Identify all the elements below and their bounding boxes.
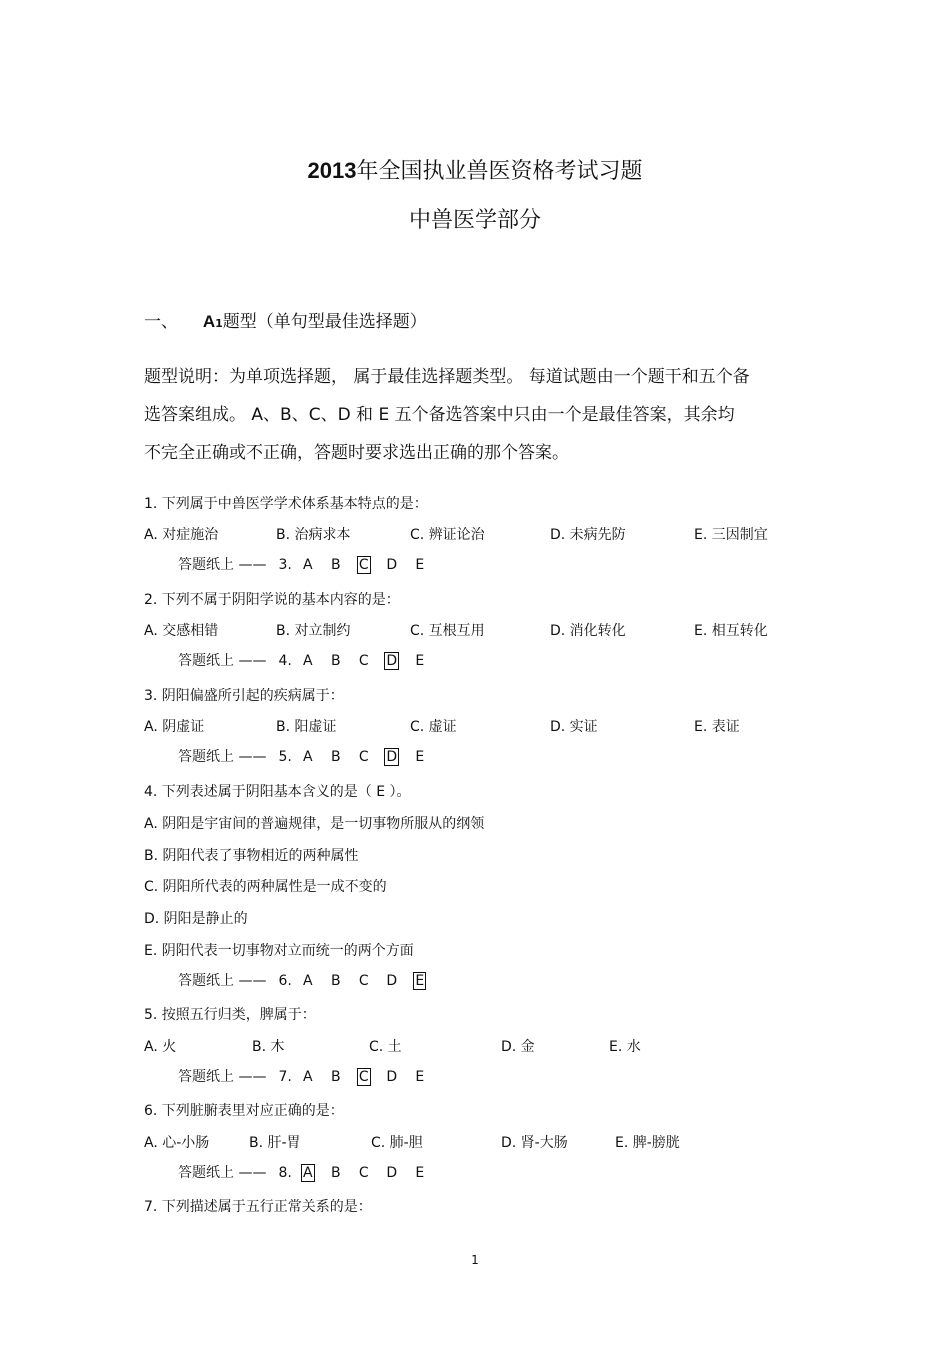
option: D. 金 bbox=[501, 1039, 535, 1055]
option: B. 木 bbox=[252, 1039, 285, 1055]
title-text: 年全国执业兽医资格考试习题 bbox=[356, 159, 643, 184]
answer-label: 答题纸上 —— bbox=[178, 973, 267, 989]
option: B. 阴阳代表了事物相近的两种属性 bbox=[144, 848, 359, 864]
document-subtitle: 中兽医学部分 bbox=[408, 208, 541, 233]
answer-letter: B bbox=[331, 557, 341, 573]
answer-letter: E bbox=[415, 557, 425, 573]
option: A. 对症施治 bbox=[144, 527, 219, 543]
section-heading bbox=[144, 307, 427, 332]
answer-line bbox=[178, 650, 434, 670]
question-stem: 7. 下列描述属于五行正常关系的是： bbox=[144, 1199, 372, 1215]
answer-line bbox=[178, 1066, 434, 1086]
answer-label: 答题纸上 —— bbox=[178, 1165, 267, 1181]
option: C. 土 bbox=[369, 1039, 402, 1055]
title-year: 2013 bbox=[307, 158, 357, 183]
answer-letter: E bbox=[415, 1165, 425, 1181]
description-line: 题型说明：为单项选择题， 属于最佳选择题类型。 每道试题由一个题干和五个备 bbox=[144, 367, 750, 387]
answer-label: 答题纸上 —— bbox=[178, 557, 267, 573]
option: E. 表证 bbox=[694, 719, 740, 735]
answer-letter-selected: C bbox=[358, 1069, 369, 1085]
question-stem: 3. 阴阳偏盛所引起的疾病属于： bbox=[144, 688, 344, 704]
answer-letter: E bbox=[415, 653, 425, 669]
answer-line bbox=[178, 554, 434, 574]
answer-letter: D bbox=[386, 1165, 398, 1181]
option: B. 治病求本 bbox=[276, 527, 351, 543]
answer-label: 答题纸上 —— bbox=[178, 749, 267, 765]
option: D. 消化转化 bbox=[550, 623, 626, 639]
option: A. 心-小肠 bbox=[144, 1135, 210, 1151]
answer-number: 8. bbox=[278, 1165, 292, 1181]
answer-number: 5. bbox=[278, 749, 292, 765]
description-line: 选答案组成。 A、B、C、D 和 E 五个备选答案中只由一个是最佳答案，其余均 bbox=[144, 405, 735, 425]
answer-letter: B bbox=[331, 749, 341, 765]
description-line: 不完全正确或不正确，答题时要求选出正确的那个答案。 bbox=[144, 443, 569, 463]
answer-letter: A bbox=[303, 557, 313, 573]
answer-letter: E bbox=[415, 749, 425, 765]
option: B. 阳虚证 bbox=[276, 719, 337, 735]
answer-letter: A bbox=[303, 1069, 313, 1085]
answer-number: 7. bbox=[278, 1069, 292, 1085]
answer-letter: D bbox=[386, 557, 398, 573]
section-type-sub: 1 bbox=[215, 317, 223, 330]
answer-letter: C bbox=[358, 749, 369, 765]
option: B. 对立制约 bbox=[276, 623, 351, 639]
question-stem: 2. 下列不属于阴阳学说的基本内容的是： bbox=[144, 592, 400, 608]
option: E. 阴阳代表一切事物对立而统一的两个方面 bbox=[144, 943, 414, 959]
answer-letter: A bbox=[303, 973, 313, 989]
option: A. 交感相错 bbox=[144, 623, 219, 639]
question-stem: 5. 按照五行归类，脾属于： bbox=[144, 1007, 316, 1023]
page-number: 1 bbox=[471, 1253, 479, 1267]
answer-line bbox=[178, 746, 434, 766]
option: E. 水 bbox=[609, 1039, 641, 1055]
question-stem: 1. 下列属于中兽医学学术体系基本特点的是： bbox=[144, 496, 428, 512]
answer-letter: B bbox=[331, 1165, 341, 1181]
answer-number: 3. bbox=[278, 557, 292, 573]
answer-line bbox=[178, 970, 434, 990]
answer-line bbox=[178, 1162, 434, 1182]
option: C. 肺-胆 bbox=[371, 1135, 423, 1151]
answer-letter: C bbox=[358, 973, 369, 989]
answer-letter: B bbox=[331, 653, 341, 669]
option: E. 脾-膀胱 bbox=[615, 1135, 680, 1151]
option: E. 三因制宜 bbox=[694, 527, 768, 543]
option: B. 肝-胃 bbox=[249, 1135, 301, 1151]
option: C. 辨证论治 bbox=[410, 527, 485, 543]
answer-letter: B bbox=[331, 973, 341, 989]
option: D. 未病先防 bbox=[550, 527, 626, 543]
option: E. 相互转化 bbox=[694, 623, 768, 639]
answer-letter-selected: D bbox=[386, 653, 398, 669]
answer-letter: B bbox=[331, 1069, 341, 1085]
section-type-main: A bbox=[202, 312, 216, 331]
option: A. 火 bbox=[144, 1039, 177, 1055]
option: D. 阴阳是静止的 bbox=[144, 911, 248, 927]
option: A. 阴阳是宇宙间的普遍规律，是一切事物所服从的纲领 bbox=[144, 816, 485, 832]
answer-letter: A bbox=[303, 749, 313, 765]
question-stem: 4. 下列表述属于阴阳基本含义的是（ E ）。 bbox=[144, 784, 411, 800]
section-type-rest: 题型（单句型最佳选择题） bbox=[222, 312, 427, 332]
option: D. 实证 bbox=[550, 719, 598, 735]
option: C. 互根互用 bbox=[410, 623, 485, 639]
answer-number: 6. bbox=[278, 973, 292, 989]
answer-letter: C bbox=[358, 653, 369, 669]
answer-letter-selected: E bbox=[415, 973, 425, 989]
answer-label: 答题纸上 —— bbox=[178, 653, 267, 669]
answer-letter-selected: D bbox=[386, 749, 398, 765]
option: C. 阴阳所代表的两种属性是一成不变的 bbox=[144, 879, 387, 895]
document-title bbox=[0, 154, 950, 185]
answer-letter: A bbox=[303, 653, 313, 669]
answer-letter-selected: A bbox=[303, 1165, 313, 1181]
answer-label: 答题纸上 —— bbox=[178, 1069, 267, 1085]
section-index: 一、 bbox=[144, 312, 178, 332]
option: D. 肾-大肠 bbox=[501, 1135, 568, 1151]
answer-letter: D bbox=[386, 1069, 398, 1085]
answer-letter: E bbox=[415, 1069, 425, 1085]
question-stem: 6. 下列脏腑表里对应正确的是： bbox=[144, 1103, 344, 1119]
answer-letter-selected: C bbox=[358, 557, 369, 573]
option: A. 阴虚证 bbox=[144, 719, 205, 735]
answer-letter: C bbox=[358, 1165, 369, 1181]
option: C. 虚证 bbox=[410, 719, 457, 735]
answer-letter: D bbox=[386, 973, 398, 989]
answer-number: 4. bbox=[278, 653, 292, 669]
